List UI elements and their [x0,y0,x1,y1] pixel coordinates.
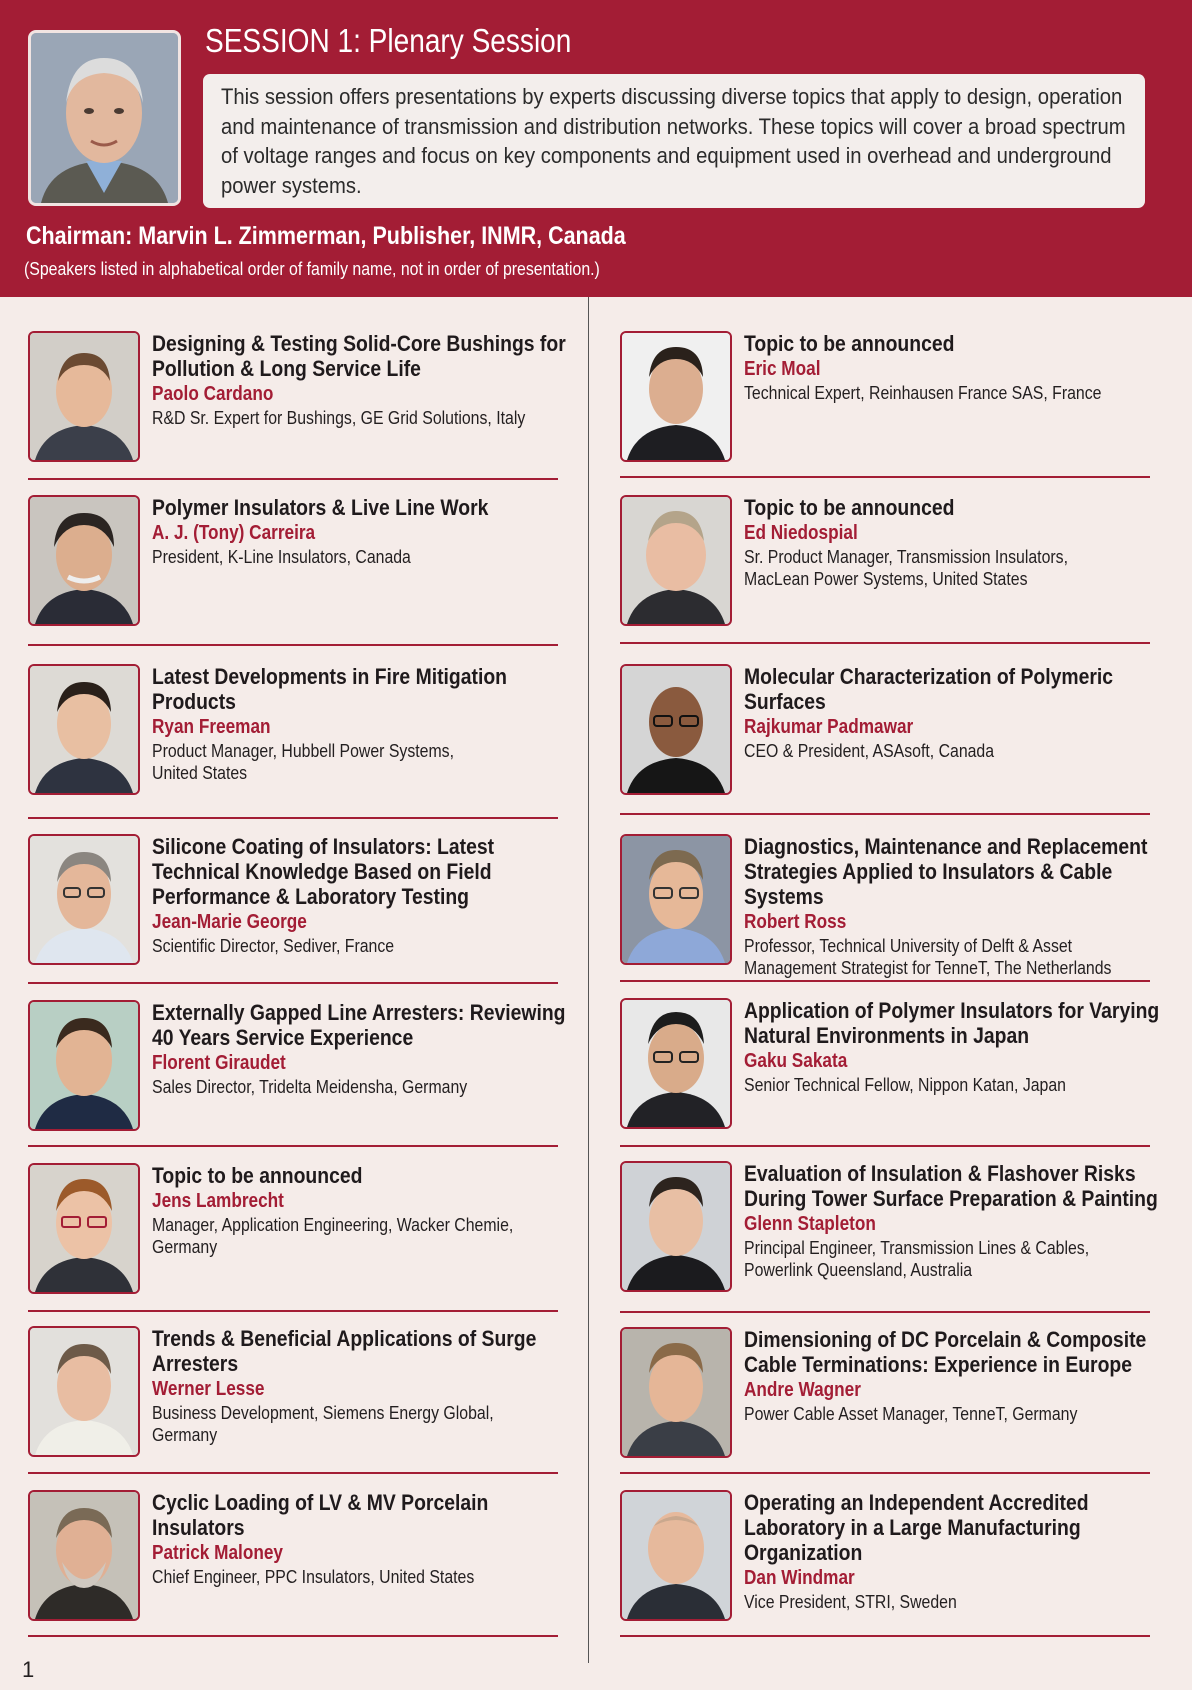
speaker-photo [620,834,732,965]
entry-separator [620,813,1150,815]
speaker-photo [28,1163,140,1294]
speaker-photo [620,1327,732,1458]
speaker-affiliation: Business Development, Siemens Energy Global, Germany [152,1403,494,1445]
session-header [0,0,1192,297]
entry-separator [620,1635,1150,1637]
entry-separator [28,1145,558,1147]
speaker-name: A. J. (Tony) Carreira [152,522,316,544]
speaker-photo [28,331,140,462]
speaker-affiliation: Principal Engineer, Transmission Lines & Cables, Powerlink Queensland, Australia [744,1238,1090,1280]
speaker-name: Andre Wagner [744,1379,861,1401]
speaker-photo [620,998,732,1129]
entry-separator [28,982,558,984]
speaker-affiliation: Sr. Product Manager, Transmission Insulators, MacLean Power Systems, United States [744,547,1068,589]
talk-title: Silicone Coating of Insulators: Latest Technical Knowledge Based on Field Performance & Laboratory Testing [152,834,495,909]
speaker-photo [28,1326,140,1457]
speaker-name: Ed Niedospial [744,522,858,544]
entry-separator [28,1635,558,1637]
speaker-name: Florent Giraudet [152,1052,286,1074]
speaker-name: Werner Lesse [152,1378,265,1400]
speaker-affiliation: Manager, Application Engineering, Wacker Chemie, Germany [152,1215,514,1257]
speaker-affiliation: Sales Director, Tridelta Meidensha, Germany [152,1077,468,1097]
speaker-affiliation: Senior Technical Fellow, Nippon Katan, Japan [744,1075,1066,1095]
speaker-affiliation: President, K-Line Insulators, Canada [152,547,411,567]
speaker-photo [28,1490,140,1621]
speaker-name: Jens Lambrecht [152,1190,284,1212]
speaker-name: Jean-Marie George [152,911,307,933]
talk-title: Externally Gapped Line Arresters: Reviewing 40 Years Service Experience [152,1000,566,1050]
speaker-photo [620,495,732,626]
talk-title: Dimensioning of DC Porcelain & Composite Cable Terminations: Experience in Europe [744,1327,1147,1377]
talk-title: Topic to be announced [152,1163,363,1188]
session-title: SESSION 1: Plenary Session [205,22,572,59]
speaker-name: Gaku Sakata [744,1050,848,1072]
entry-separator [28,644,558,646]
speaker-photo [620,1161,732,1292]
speaker-photo [28,834,140,965]
entry-separator [28,817,558,819]
talk-title: Designing & Testing Solid-Core Bushings for Pollution & Long Service Life [152,331,566,381]
entry-separator [620,1145,1150,1147]
entry-separator [28,478,558,480]
speaker-affiliation: Power Cable Asset Manager, TenneT, Germany [744,1404,1078,1424]
speaker-affiliation: Chief Engineer, PPC Insulators, United States [152,1567,475,1587]
talk-title: Topic to be announced [744,331,955,356]
speaker-affiliation: CEO & President, ASAsoft, Canada [744,741,995,761]
speaker-affiliation: Product Manager, Hubbell Power Systems, United States [152,741,454,783]
speaker-name: Dan Windmar [744,1567,855,1589]
talk-title: Trends & Beneficial Applications of Surge Arresters [152,1326,537,1376]
entry-separator [620,1472,1150,1474]
talk-title: Diagnostics, Maintenance and Replacement Strategies Applied to Insulators & Cable Systems [744,834,1148,909]
talk-title: Application of Polymer Insulators for Varying Natural Environments in Japan [744,998,1160,1048]
speaker-affiliation: Scientific Director, Sediver, France [152,936,395,956]
session-description-text: This session offers presentations by experts discussing diverse topics that apply to design, operation and maintenance of transmission and distribution networks. These topics will cover a broad spectrum of voltage ranges and focus on key components and equipment used in overhead and underground power systems. [221,84,1126,198]
speaker-photo [28,495,140,626]
chairman-line: Chairman: Marvin L. Zimmerman, Publisher, INMR, Canada [26,222,626,250]
speaker-name: Paolo Cardano [152,383,274,405]
column-divider [588,297,589,1663]
speaker-name: Glenn Stapleton [744,1213,876,1235]
speaker-photo [620,331,732,462]
speaker-photo [28,664,140,795]
talk-title: Latest Developments in Fire Mitigation Products [152,664,507,714]
entry-separator [28,1310,558,1312]
speaker-name: Patrick Maloney [152,1542,283,1564]
speaker-name: Eric Moal [744,358,821,380]
speaker-photo [28,1000,140,1131]
speaker-photo [620,1490,732,1621]
entry-separator [620,642,1150,644]
speaker-affiliation: R&D Sr. Expert for Bushings, GE Grid Solutions, Italy [152,408,526,428]
speaker-affiliation: Technical Expert, Reinhausen France SAS, France [744,383,1102,403]
talk-title: Evaluation of Insulation & Flashover Risks During Tower Surface Preparation & Painting [744,1161,1158,1211]
speaker-name: Ryan Freeman [152,716,271,738]
entry-separator [620,980,1150,982]
entry-separator [620,1311,1150,1313]
speaker-affiliation: Professor, Technical University of Delft & Asset Management Strategist for TenneT, The Netherlands [744,936,1112,978]
talk-title: Operating an Independent Accredited Laboratory in a Large Manufacturing Organization [744,1490,1089,1565]
talk-title: Polymer Insulators & Live Line Work [152,495,489,520]
speaker-order-note: (Speakers listed in alphabetical order of family name, not in order of presentation.) [24,259,600,279]
talk-title: Molecular Characterization of Polymeric Surfaces [744,664,1114,714]
speaker-name: Robert Ross [744,911,847,933]
talk-title: Topic to be announced [744,495,955,520]
chairman-photo [28,30,181,206]
talk-title: Cyclic Loading of LV & MV Porcelain Insulators [152,1490,489,1540]
speaker-affiliation: Vice President, STRI, Sweden [744,1592,957,1612]
session-description [203,74,1145,208]
entry-separator [620,476,1150,478]
speaker-name: Rajkumar Padmawar [744,716,914,738]
entry-separator [28,1472,558,1474]
page-number: 1 [22,1657,35,1682]
speaker-photo [620,664,732,795]
